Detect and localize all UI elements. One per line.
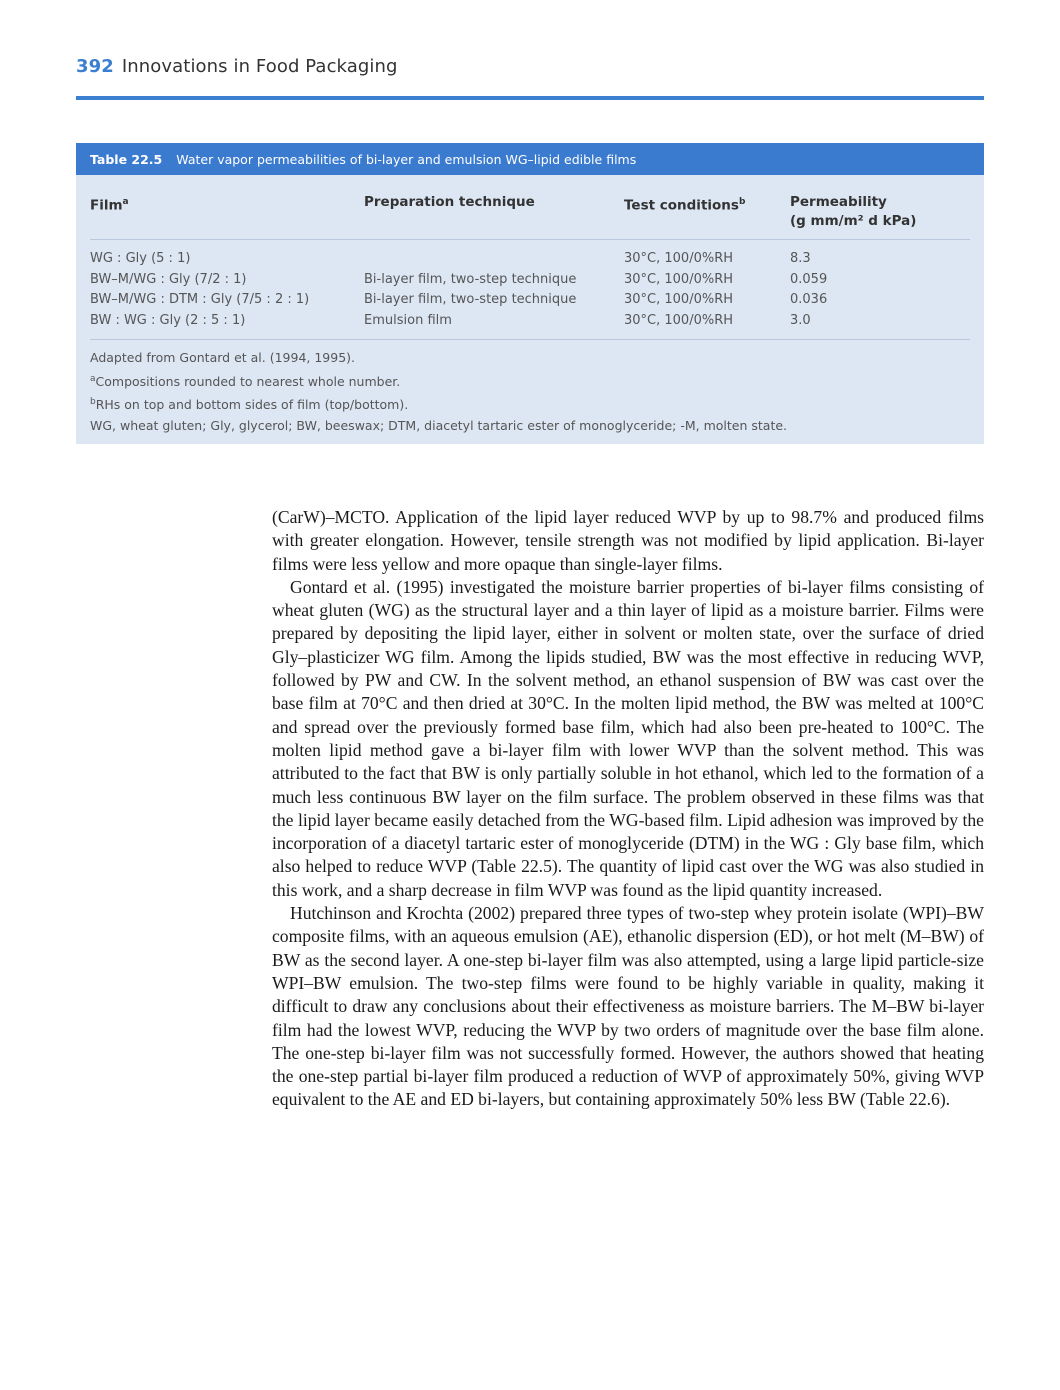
cell-test: 30°C, 100/0%RH <box>624 271 734 287</box>
note-b: $^b$RHs on top and bottom sides of film (top/bottom). <box>90 397 409 413</box>
cell-perm: 0.059 <box>790 271 828 287</box>
paragraph: Gontard et al. (1995) investigated the moisture barrier properties of bi-layer films consisting of wheat gluten (WG) as the structural layer and a thin layer of lipid as a moisture barrier. Films were prepared by depositing the lipid layer, either in solvent or molten state, over the surface of dried Gly–plasticizer WG film. Among the lipids studied, BW was the most effective in reducing WVP, followed by PW and CW. In the solvent method, an ethanol suspension of BW was cast over the base film at 70°C and then dried at 30°C. In the molten lipid method, the BW was melted at 100°C and spread over the previously formed base film, which had also been pre-heated to 100°C. The molten lipid method gave a bi-layer film with lower WVP than the solvent method. This was attributed to the fact that BW is only partially soluble in hot ethanol, which led to the formation of a much less continuous BW layer on the film surface. The problem observed in these films was that the lipid layer became easily detached from the WG-based film. Lipid adhesion was improved by the incorporation of a diacetyl tartaric ester of monoglyceride (DTM) in the WG : Gly base film, which also helped to reduce WVP (Table 22.5). The quantity of lipid cast over the WG was also studied in this work, and a sharp decrease in film WVP was found as the lipid quantity increased. <box>272 576 984 900</box>
note-adapted: Adapted from Gontard et al. (1994, 1995). <box>90 350 356 365</box>
cell-prep: Bi-layer film, two-step technique <box>364 271 577 287</box>
table-rule <box>90 339 970 340</box>
cell-prep: Bi-layer film, two-step technique <box>364 292 577 307</box>
cell-prep: Emulsion film <box>364 312 452 328</box>
header-rule <box>76 96 984 100</box>
cell-test: 30°C, 100/0%RH <box>624 292 734 307</box>
table-title: Water vapor permeabilities of bi-layer and emulsion WG–lipid edible films <box>176 151 637 167</box>
table-body <box>76 251 984 333</box>
table-row <box>76 292 984 313</box>
cell-perm: 3.0 <box>790 312 811 328</box>
paragraph: (CarW)–MCTO. Application of the lipid layer reduced WVP by up to 98.7% and produced films with greater elongation. However, tensile strength was not modified by lipid application. Bi-layer films were less yellow and more opaque than single-layer films. <box>272 507 984 574</box>
cell-perm: 0.036 <box>790 292 828 307</box>
paragraph: Hutchinson and Krochta (2002) prepared three types of two-step whey protein isolate (WPI)–BW composite films, with an aqueous emulsion (AE), ethanolic dispersion (ED), or hot melt (M–BW) of BW as the second layer. A one-step bi-layer film was also attempted, using a large lipid particle-size WPI–BW emulsion. The two-step films were found to be highly variable in quality, making it difficult to draw any conclusions about their effectiveness as moisture barriers. The M–BW bi-layer film had the lowest WVP, reducing the WVP by two orders of magnitude over the base film alone. The one-step bi-layer film was not successfully formed. However, the authors showed that heating the one-step partial bi-layer film produced a reduction of WVP of approximately 50%, giving WVP equivalent to the AE and ED bi-layers, but containing approximately 50% less BW (Table 22.6). <box>272 903 984 1110</box>
cell-test: 30°C, 100/0%RH <box>624 312 734 328</box>
header-test-conditions: Test conditions$^b$ <box>624 197 746 214</box>
note-a: $^a$Compositions rounded to nearest whole number. <box>90 373 401 389</box>
table-row <box>76 272 984 293</box>
table-caption <box>76 143 984 175</box>
cell-film: BW–M/WG : Gly (7/2 : 1) <box>90 271 247 287</box>
header-film: Film$^a$ <box>90 197 129 214</box>
cell-test: 30°C, 100/0%RH <box>624 251 734 266</box>
cell-film: BW : WG : Gly (2 : 5 : 1) <box>90 312 246 328</box>
note-abbreviations: WG, wheat gluten; Gly, glycerol; BW, beeswax; DTM, diacetyl tartaric ester of monoglyceride; -M, molten state. <box>90 417 788 433</box>
cell-film: WG : Gly (5 : 1) <box>90 251 191 266</box>
table-row <box>76 251 984 272</box>
cell-film: BW–M/WG : DTM : Gly (7/5 : 2 : 1) <box>90 292 310 307</box>
table-number: Table 22.5 <box>90 151 163 167</box>
running-head <box>76 56 398 77</box>
table-header <box>76 175 984 227</box>
table-row <box>76 313 984 334</box>
table-22-5 <box>76 143 984 444</box>
page-number: 392 <box>76 56 114 77</box>
header-preparation: Preparation technique <box>364 194 535 210</box>
table-notes <box>90 348 787 436</box>
cell-perm: 8.3 <box>790 251 811 266</box>
book-title: Innovations in Food Packaging <box>121 56 398 77</box>
header-permeability: Permeability (g mm/m² d kPa) <box>790 194 917 229</box>
table-rule <box>90 239 970 240</box>
body-text <box>272 506 984 1112</box>
